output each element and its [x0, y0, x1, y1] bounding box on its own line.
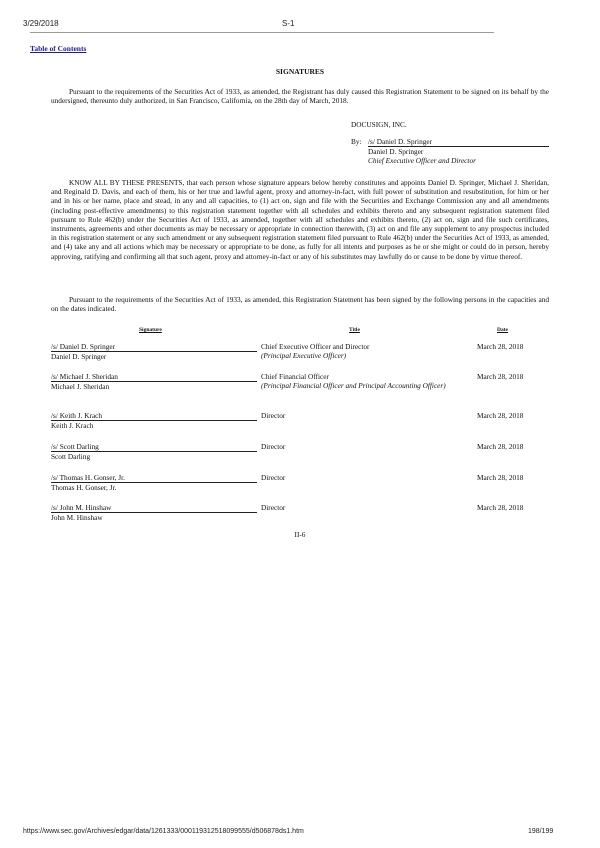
name-cell: Keith J. Krach — [51, 421, 94, 430]
signature-cell: /s/ Michael J. Sheridan — [51, 372, 257, 382]
signer-title: Chief Executive Officer and Director — [368, 156, 476, 165]
title-text: Director — [261, 503, 286, 512]
signature-line: /s/ Daniel D. Springer — [368, 137, 549, 147]
date-cell: March 28, 2018 — [477, 503, 524, 512]
title-text: Director — [261, 442, 286, 451]
name-cell: Scott Darling — [51, 452, 91, 461]
date-cell: March 28, 2018 — [477, 372, 524, 381]
print-page-count: 198/199 — [528, 828, 554, 835]
signer-name: Daniel D. Springer — [368, 147, 424, 156]
date-cell: March 28, 2018 — [477, 342, 524, 351]
signature-cell: /s/ Scott Darling — [51, 442, 257, 452]
title-subtext: (Principal Financial Officer and Principal Accounting Officer) — [261, 381, 446, 391]
title-cell — [261, 503, 461, 512]
signature-cell: /s/ Keith J. Krach — [51, 411, 257, 421]
title-cell — [261, 411, 461, 420]
page-number: II-6 — [294, 530, 306, 539]
name-cell: Michael J. Sheridan — [51, 382, 110, 391]
page-title: SIGNATURES — [275, 67, 325, 76]
name-cell: John M. Hinshaw — [51, 513, 103, 522]
title-cell — [261, 473, 461, 482]
print-title: S-1 — [282, 19, 295, 28]
date-cell: March 28, 2018 — [477, 473, 524, 482]
signature-cell: /s/ Thomas H. Gonser, Jr. — [51, 473, 257, 483]
company-name: DOCUSIGN, INC. — [351, 120, 407, 129]
source-url: https://www.sec.gov/Archives/edgar/data/1261333/000119312518099555/d506878ds1.htm — [23, 828, 304, 835]
title-subtext: (Principal Executive Officer) — [261, 351, 347, 361]
title-cell — [261, 342, 461, 360]
name-cell: Daniel D. Springer — [51, 352, 107, 361]
title-cell — [261, 372, 461, 390]
title-text: Chief Executive Officer and Director — [261, 342, 370, 351]
date-cell: March 28, 2018 — [477, 442, 524, 451]
table-of-contents-link[interactable]: Table of Contents — [30, 44, 87, 53]
title-text: Director — [261, 411, 286, 420]
title-text: Director — [261, 473, 286, 482]
date-cell: March 28, 2018 — [477, 411, 524, 420]
title-text: Chief Financial Officer — [261, 372, 329, 381]
print-date: 3/29/2018 — [23, 19, 59, 28]
by-label: By: — [351, 137, 362, 146]
column-header-date: Date — [497, 327, 508, 333]
column-header-title: Title — [349, 327, 360, 333]
column-header-signature: Signature — [139, 327, 162, 333]
header-divider — [30, 32, 494, 33]
signatories-intro-paragraph: Pursuant to the requirements of the Securities Act of 1933, as amended, this Registration Statement has been signed by the following persons in the capacities and on the dates indicated. — [51, 295, 549, 314]
signature-cell: /s/ Daniel D. Springer — [51, 342, 257, 352]
power-of-attorney-paragraph: KNOW ALL BY THESE PRESENTS, that each person whose signature appears below hereby constitutes and appoints Daniel D. Springer, Michael J. Sheridan, and Reginald D. Davis, and each of them, his or her true and lawful agent, proxy and attorney-in-fact, with full power of substitution and resubstitution, for him or her and in his or her name, place and stead, in any and all capacities, to (1) act on, sign and file with the Securities and Exchange Commission any and all amendments (including post-effective amendments) to this registration statement together with all schedules and exhibits thereto and any subsequent registration statement filed pursuant to Rule 462(b) under the Securities Act of 1933, as amended, together with all schedules and exhibits thereto, (2) act on, sign and file such certificates, instruments, agreements and other documents as may be necessary or appropriate in connection therewith, (3) act on and file any supplement to any prospectus included in this registration statement or any such amendment or any subsequent registration statement filed pursuant to Rule 462(b) under the Securities Act of 1933, as amended, and (4) take any and all actions which may be necessary or appropriate to be done, as fully for all intents and purposes as he or she might or could do in person, hereby approving, ratifying and confirming all that such agent, proxy and attorney-in-fact or any of his substitutes may lawfully do or cause to be done by virtue thereof. — [51, 178, 549, 261]
registrant-paragraph: Pursuant to the requirements of the Securities Act of 1933, as amended, the Registrant has duly caused this Registration Statement to be signed on its behalf by the undersigned, thereunto duly authorized, in San Francisco, California, on the 28th day of March, 2018. — [51, 87, 549, 106]
signature-cell: /s/ John M. Hinshaw — [51, 503, 257, 513]
title-cell — [261, 442, 461, 451]
name-cell: Thomas H. Gonser, Jr. — [51, 483, 117, 492]
